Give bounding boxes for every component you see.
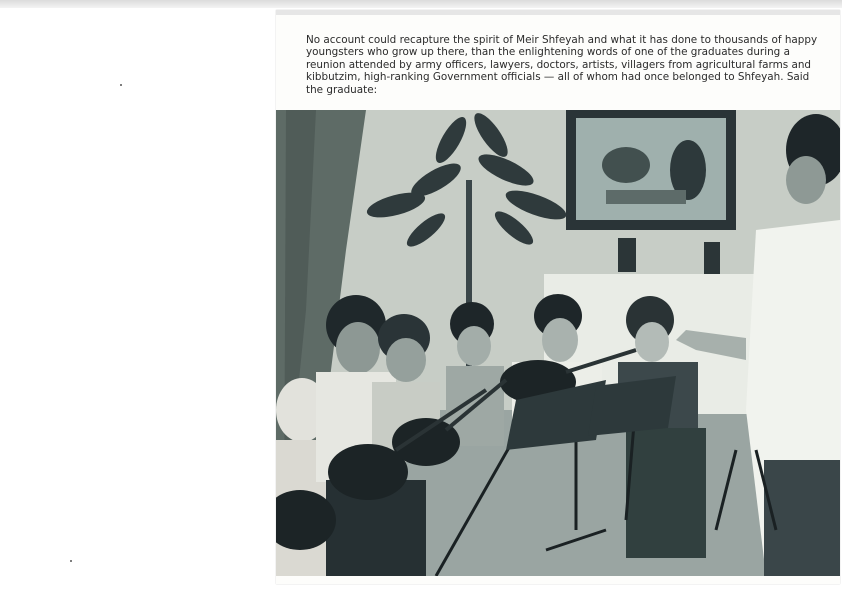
book-page <box>276 10 840 584</box>
photo-illustration <box>276 110 840 576</box>
page-top-edge <box>276 10 840 15</box>
dust-speck <box>70 560 72 562</box>
statue <box>704 242 720 274</box>
intro-paragraph: No account could recapture the spirit of Meir Shfeyah and what it has done to thousands of happy youngsters who grow up there, than the enlightening words of one of the graduates during a reunion attended by army officers, lawyers, doctors, artists, villagers from agricultural farms and kibbutzim, high-ranking Government officials — all of whom had once belonged to Shfeyah. Said the graduate: <box>306 34 818 96</box>
dust-speck <box>120 84 122 86</box>
statue <box>618 238 636 272</box>
scanner-top-edge <box>0 0 842 8</box>
music-class-photo <box>276 110 840 576</box>
